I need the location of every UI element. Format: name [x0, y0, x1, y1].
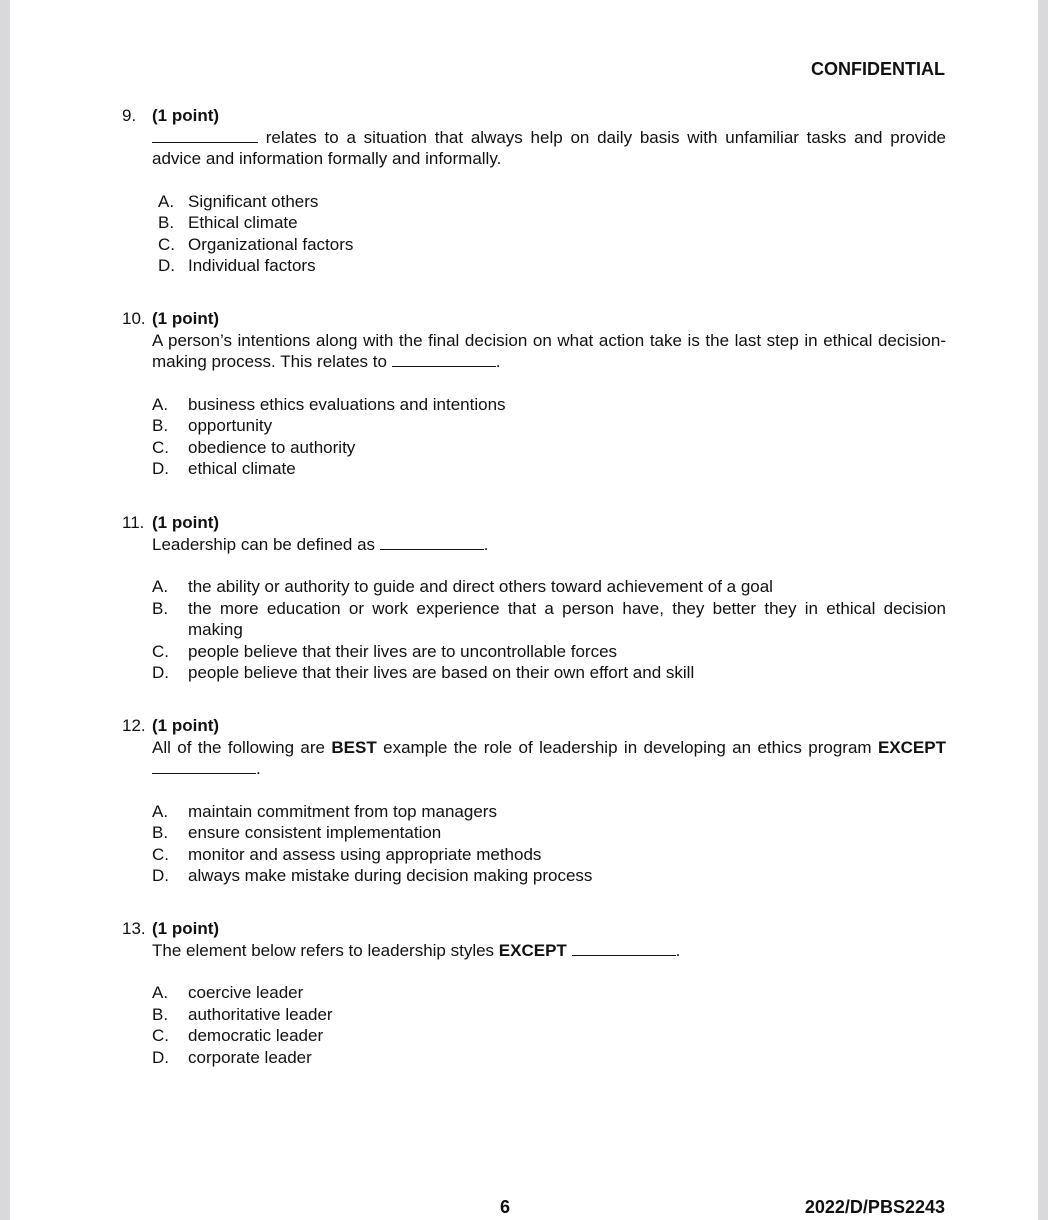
document-page: [10, 0, 1038, 1220]
question-points: (1 point): [152, 919, 220, 938]
option-b[interactable]: B. ensure consistent implementation: [152, 823, 442, 842]
option-d[interactable]: D. ethical climate: [152, 459, 296, 478]
option-b[interactable]: B. opportunity: [152, 416, 273, 435]
question-points: (1 point): [152, 106, 220, 125]
option-b[interactable]: B. Ethical climate: [158, 213, 298, 232]
question-points: (1 point): [152, 309, 220, 328]
option-d[interactable]: D. Individual factors: [158, 256, 316, 275]
confidential-label: CONFIDENTIAL: [811, 59, 945, 79]
option-b[interactable]: B. the more education or work experience that a person have, they better they in ethical decision making: [152, 598, 946, 639]
option-a[interactable]: A. maintain commitment from top managers: [152, 801, 497, 821]
option-a[interactable]: A. Significant others: [158, 191, 319, 211]
question-9: [122, 105, 946, 277]
question-number: 12.: [122, 716, 146, 735]
question-text: Leadership can be defined as .: [152, 534, 489, 554]
option-c[interactable]: C. people believe that their lives are to uncontrollable forces: [152, 641, 618, 661]
option-d[interactable]: D. people believe that their lives are based on their own effort and skill: [152, 663, 695, 682]
option-a[interactable]: A. the ability or authority to guide and direct others toward achievement of a goal: [152, 577, 773, 596]
option-d[interactable]: D. corporate leader: [152, 1047, 312, 1067]
answer-blank: [392, 351, 496, 367]
question-number: 10.: [122, 309, 146, 328]
answer-blank: [572, 940, 676, 956]
question-text: A person’s intentions along with the final decision on what action take is the last step in ethical decision-making process. This relates to .: [152, 330, 946, 371]
answer-blank: [152, 127, 258, 143]
option-c[interactable]: C. obedience to authority: [152, 437, 356, 457]
option-list: [152, 394, 946, 480]
course-code: 2022/D/PBS2243: [804, 1197, 945, 1217]
option-a[interactable]: A. business ethics evaluations and intentions: [152, 394, 506, 414]
option-list: [152, 191, 946, 277]
question-12: [122, 715, 946, 887]
question-points: (1 point): [152, 716, 220, 735]
question-text: relates to a situation that always help on daily basis with unfamiliar tasks and provide advice and information formally and informally.: [152, 127, 946, 168]
option-list: [152, 576, 946, 684]
option-list: [152, 801, 946, 887]
option-c[interactable]: C. democratic leader: [152, 1026, 324, 1045]
question-10: [122, 308, 946, 480]
question-13: [122, 918, 946, 1068]
page-number: 6: [500, 1197, 511, 1217]
option-a[interactable]: A. coercive leader: [152, 983, 304, 1002]
option-c[interactable]: C. Organizational factors: [158, 234, 354, 254]
question-11: [122, 512, 946, 684]
question-points: (1 point): [152, 513, 220, 532]
answer-blank: [380, 534, 484, 550]
question-number: 13.: [122, 919, 146, 938]
answer-blank: [152, 758, 256, 774]
question-number: 11.: [122, 513, 145, 532]
option-list: [152, 982, 946, 1068]
option-d[interactable]: D. always make mistake during decision making process: [152, 866, 593, 885]
question-text: All of the following are BEST example the role of leadership in developing an ethics program EXCEPT .: [152, 737, 946, 778]
question-text: The element below refers to leadership styles EXCEPT .: [152, 940, 681, 960]
question-number: 9.: [122, 106, 137, 125]
option-b[interactable]: B. authoritative leader: [152, 1004, 333, 1024]
option-c[interactable]: C. monitor and assess using appropriate methods: [152, 844, 542, 864]
